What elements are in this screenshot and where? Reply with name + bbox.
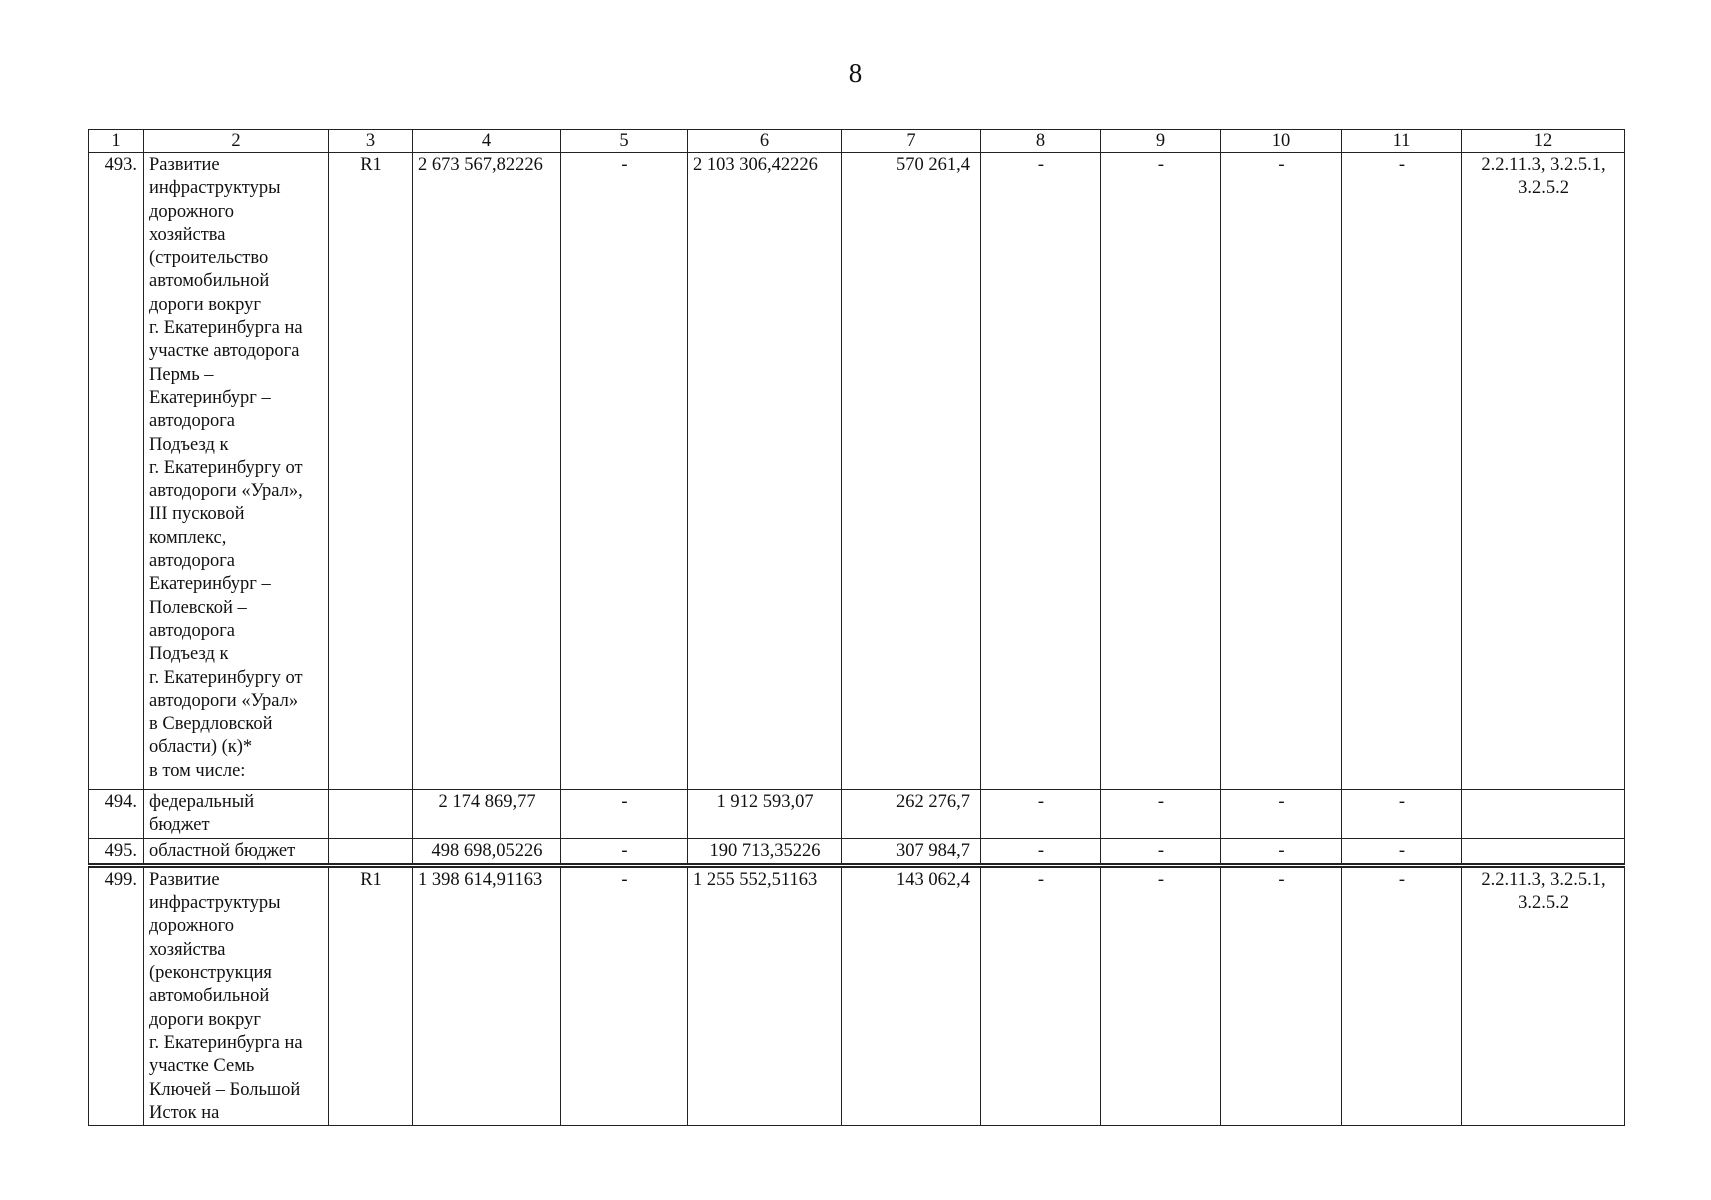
row-col11: - <box>1342 790 1462 839</box>
row-description: Развитие инфраструктуры дорожного хозяйства (строительство автомобильной дороги вокруг г. Екатеринбурга на участке автодорога Пермь – Екатеринбург – автодорога Подъезд к г. Екатеринбургу от автодороги «Урал», III пусковой комплекс, автодорога Екатеринбург – Полевской – автодорога Подъезд к г. Екатеринбургу от автодороги «Урал» в Свердловской области) (к)* в том числе: <box>144 153 329 790</box>
row-col7: 570 261,4 <box>842 153 981 790</box>
row-code: R1 <box>329 153 413 790</box>
column-header: 2 <box>144 130 329 153</box>
column-header: 4 <box>413 130 561 153</box>
row-col6: 1 255 552,51163 <box>688 865 842 1125</box>
column-header: 5 <box>561 130 688 153</box>
row-total: 1 398 614,91163 <box>413 865 561 1125</box>
row-number: 499. <box>89 865 144 1125</box>
row-number: 493. <box>89 153 144 790</box>
row-col5: - <box>561 153 688 790</box>
row-col7: 262 276,7 <box>842 790 981 839</box>
row-col7: 143 062,4 <box>842 865 981 1125</box>
row-description: федеральный бюджет <box>144 790 329 839</box>
row-col9: - <box>1101 153 1221 790</box>
row-description: областной бюджет <box>144 838 329 865</box>
row-reference <box>1462 790 1625 839</box>
column-header: 6 <box>688 130 842 153</box>
table-row <box>89 865 1625 1125</box>
row-number: 495. <box>89 838 144 865</box>
column-number-header-row <box>89 130 1625 153</box>
page-number: 8 <box>848 58 863 88</box>
row-col9: - <box>1101 838 1221 865</box>
row-col8: - <box>981 865 1101 1125</box>
row-col10: - <box>1221 790 1342 839</box>
column-header: 1 <box>89 130 144 153</box>
row-col11: - <box>1342 838 1462 865</box>
row-code: R1 <box>329 865 413 1125</box>
row-col8: - <box>981 838 1101 865</box>
row-col6: 1 912 593,07 <box>688 790 842 839</box>
row-col5: - <box>561 790 688 839</box>
row-col8: - <box>981 153 1101 790</box>
row-col5: - <box>561 865 688 1125</box>
table-row <box>89 153 1625 790</box>
row-reference <box>1462 838 1625 865</box>
row-number: 494. <box>89 790 144 839</box>
row-total: 2 673 567,82226 <box>413 153 561 790</box>
row-col6: 190 713,35226 <box>688 838 842 865</box>
row-description: Развитие инфраструктуры дорожного хозяйства (реконструкция автомобильной дороги вокруг г. Екатеринбурга на участке Семь Ключей – Большой Исток на <box>144 865 329 1125</box>
table-row <box>89 790 1625 839</box>
column-header: 3 <box>329 130 413 153</box>
row-col11: - <box>1342 153 1462 790</box>
row-code <box>329 838 413 865</box>
row-col6: 2 103 306,42226 <box>688 153 842 790</box>
column-header: 8 <box>981 130 1101 153</box>
row-col9: - <box>1101 790 1221 839</box>
row-col9: - <box>1101 865 1221 1125</box>
column-header: 11 <box>1342 130 1462 153</box>
row-total: 2 174 869,77 <box>413 790 561 839</box>
row-col10: - <box>1221 838 1342 865</box>
row-col11: - <box>1342 865 1462 1125</box>
table-row <box>89 838 1625 865</box>
column-header: 12 <box>1462 130 1625 153</box>
row-total: 498 698,05226 <box>413 838 561 865</box>
column-header: 9 <box>1101 130 1221 153</box>
row-code <box>329 790 413 839</box>
column-header: 7 <box>842 130 981 153</box>
row-reference: 2.2.11.3, 3.2.5.1, 3.2.5.2 <box>1462 153 1625 790</box>
budget-table <box>88 129 1625 1126</box>
row-reference: 2.2.11.3, 3.2.5.1, 3.2.5.2 <box>1462 865 1625 1125</box>
row-col10: - <box>1221 865 1342 1125</box>
row-col10: - <box>1221 153 1342 790</box>
column-header: 10 <box>1221 130 1342 153</box>
row-col5: - <box>561 838 688 865</box>
row-col7: 307 984,7 <box>842 838 981 865</box>
row-col8: - <box>981 790 1101 839</box>
